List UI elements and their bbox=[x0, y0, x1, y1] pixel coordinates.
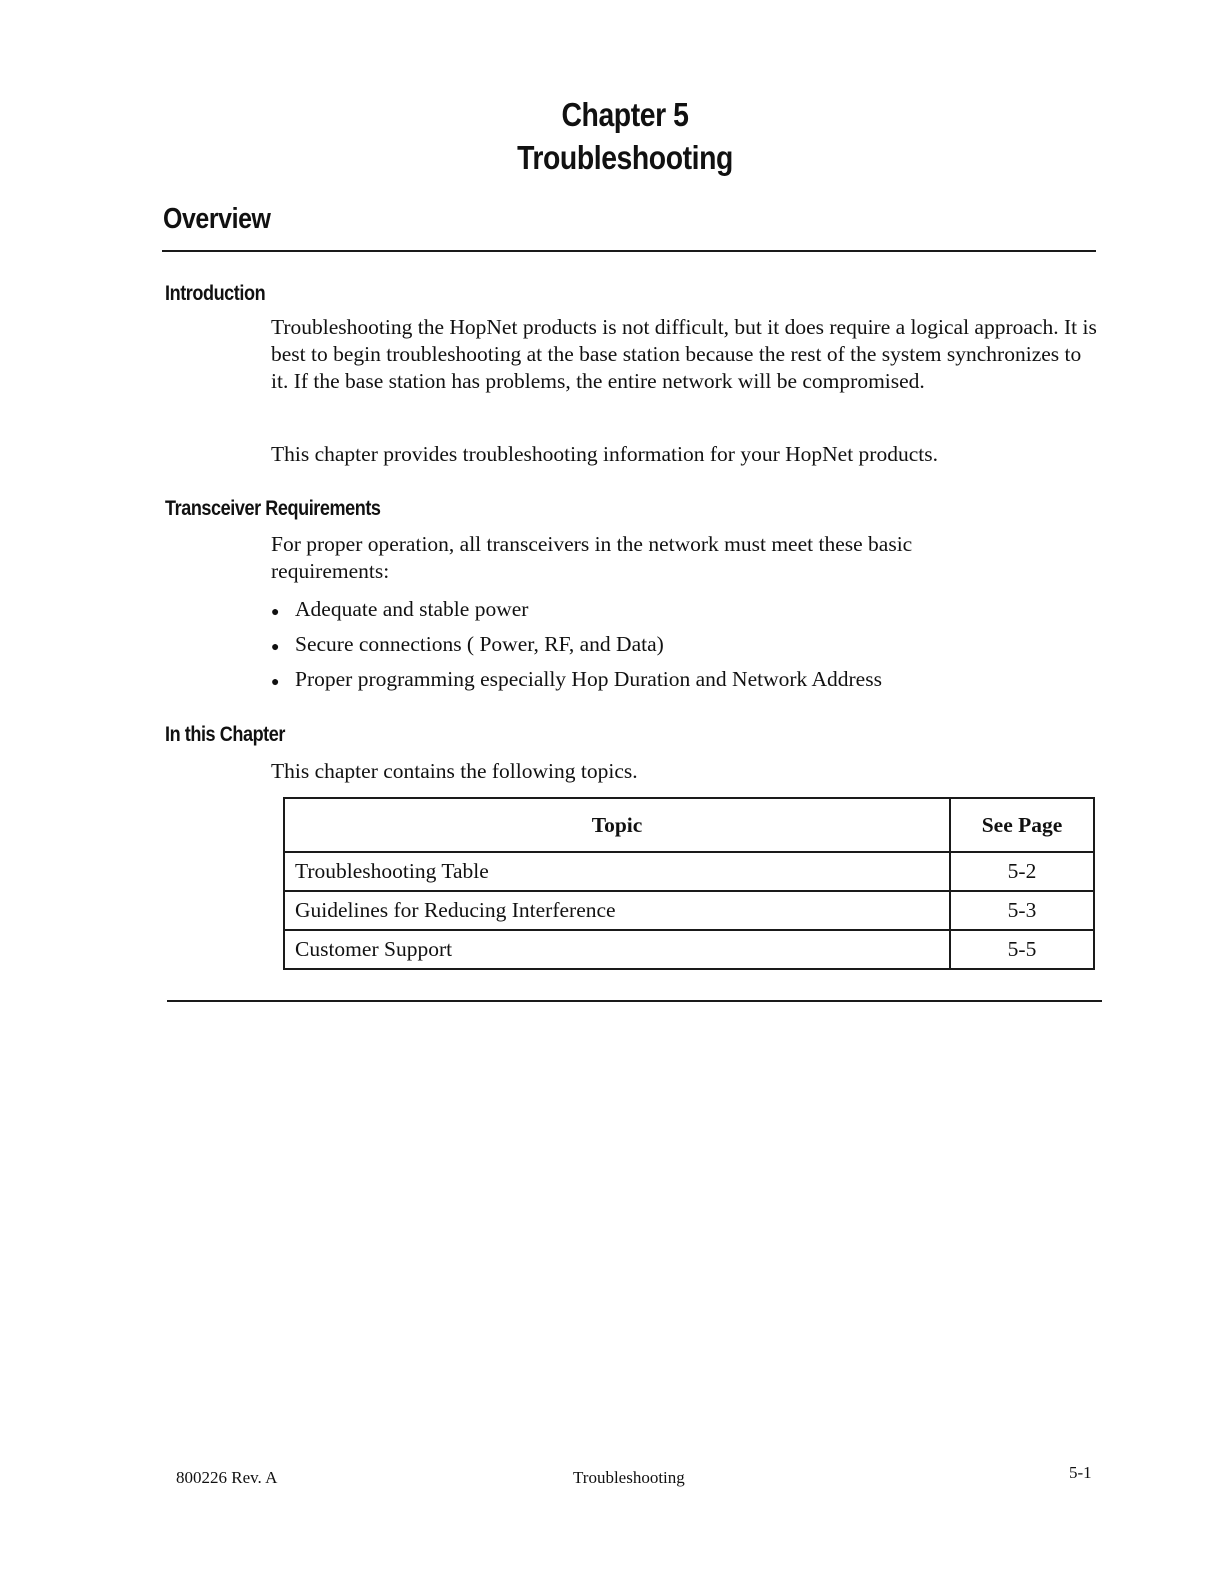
bottom-divider bbox=[167, 1000, 1102, 1002]
bullet-icon: ● bbox=[271, 675, 280, 690]
page-cell: 5-3 bbox=[950, 891, 1094, 930]
list-item bbox=[271, 666, 882, 701]
transceiver-requirements-paragraph: For proper operation, all transceivers in the network must meet these basic requirements: bbox=[271, 532, 913, 583]
table-row bbox=[284, 852, 1094, 891]
topic-cell: Customer Support bbox=[284, 930, 950, 969]
chapter-number: Chapter 5 bbox=[561, 96, 689, 133]
page-cell: 5-5 bbox=[950, 930, 1094, 969]
bullet-icon: ● bbox=[271, 605, 280, 620]
list-item-text: Proper programming especially Hop Duration and Network Address bbox=[295, 667, 882, 691]
introduction-paragraph-2: This chapter provides troubleshooting information for your HopNet products. bbox=[271, 442, 938, 466]
section-heading-overview: Overview bbox=[163, 203, 271, 235]
footer-document-number: 800226 Rev. A bbox=[176, 1468, 278, 1487]
in-this-chapter-heading: In this Chapter bbox=[165, 723, 285, 746]
topic-cell: Guidelines for Reducing Interference bbox=[284, 891, 950, 930]
topics-table bbox=[283, 797, 1095, 970]
footer-chapter-name: Troubleshooting bbox=[573, 1468, 685, 1487]
table-row bbox=[284, 930, 1094, 969]
list-item bbox=[271, 596, 882, 631]
footer-page-number: 5-1 bbox=[1069, 1463, 1092, 1482]
chapter-title: Troubleshooting bbox=[517, 139, 733, 176]
transceiver-requirements-heading: Transceiver Requirements bbox=[165, 497, 381, 520]
in-this-chapter-paragraph: This chapter contains the following topics. bbox=[271, 759, 638, 783]
topic-cell: Troubleshooting Table bbox=[284, 852, 950, 891]
column-header-topic: Topic bbox=[284, 798, 950, 852]
introduction-paragraph: Troubleshooting the HopNet products is not difficult, but it does require a logical approach. It is best to begin troubleshooting at the base station because the rest of the system synchronizes to it. If the base station has problems, the entire network will be compromised. bbox=[271, 315, 1097, 393]
requirements-list bbox=[271, 596, 882, 701]
column-header-see-page: See Page bbox=[950, 798, 1094, 852]
table-header-row bbox=[284, 798, 1094, 852]
top-divider bbox=[162, 250, 1096, 252]
list-item-text: Secure connections ( Power, RF, and Data) bbox=[295, 632, 664, 656]
list-item bbox=[271, 631, 882, 666]
table-row bbox=[284, 891, 1094, 930]
page-cell: 5-2 bbox=[950, 852, 1094, 891]
introduction-heading: Introduction bbox=[165, 282, 266, 305]
list-item-text: Adequate and stable power bbox=[295, 597, 529, 621]
bullet-icon: ● bbox=[271, 640, 280, 655]
